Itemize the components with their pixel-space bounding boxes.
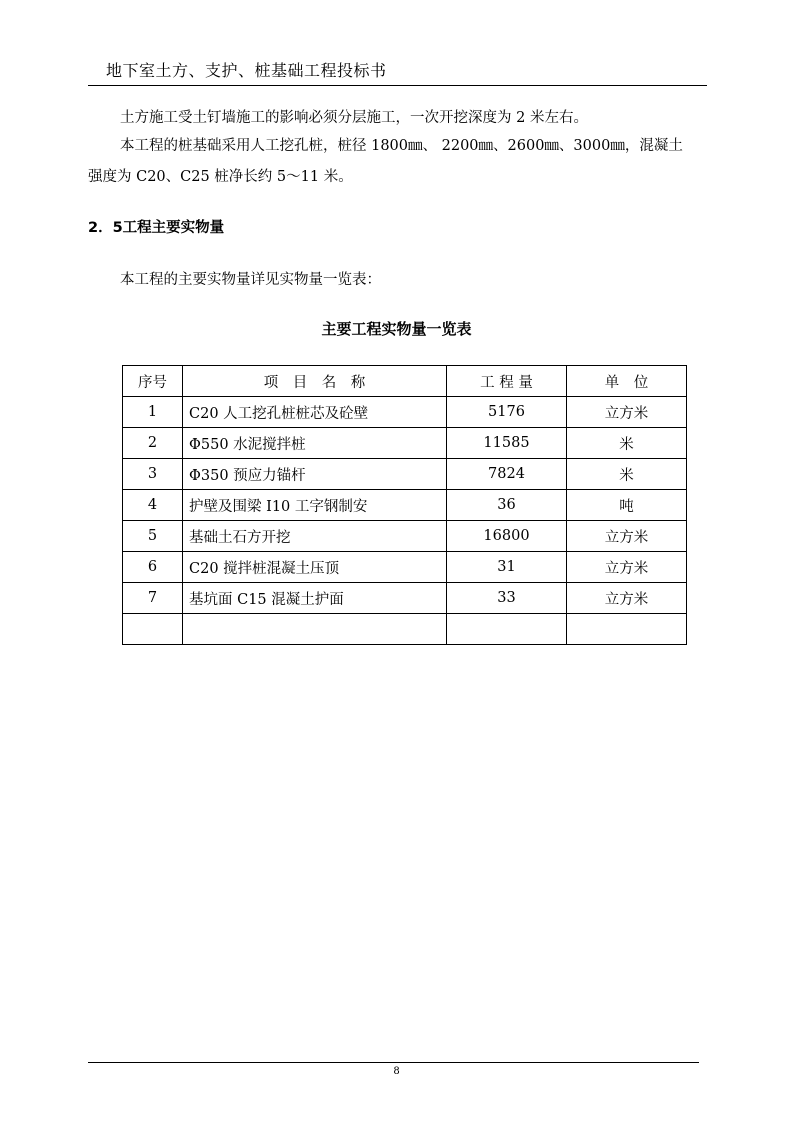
table-title: 主要工程实物量一览表 — [321, 320, 472, 338]
cell-no: 2 — [123, 428, 183, 459]
cell-no: 5 — [123, 521, 183, 552]
cell-quantity: 7824 — [447, 459, 567, 490]
cell-no: 6 — [123, 552, 183, 583]
paragraph-quantity-intro: 本工程的主要实物量详见实物量一览表： — [120, 272, 381, 288]
table-row — [123, 521, 687, 552]
table-row-empty — [123, 614, 687, 645]
table-row — [123, 552, 687, 583]
cell-unit — [567, 614, 687, 645]
cell-quantity — [447, 614, 567, 645]
paragraph-pile-foundation-line1: 本工程的桩基础采用人工挖孔桩，桩径 1800㎜、 2200㎜、2600㎜、3000㎜，混凝土 — [120, 138, 683, 154]
paragraph-pile-foundation-line2: 强度为 C20、C25 桩净长约 5～11 米。 — [88, 169, 353, 185]
header-name: 项 目 名 称 — [183, 366, 447, 397]
cell-quantity: 33 — [447, 583, 567, 614]
paragraph-excavation: 土方施工受土钉墙施工的影响必须分层施工，一次开挖深度为 2 米左右。 — [120, 110, 588, 126]
header-rule — [88, 85, 707, 86]
header-quantity: 工 程 量 — [447, 366, 567, 397]
table-header-row — [123, 366, 687, 397]
cell-name: C20 人工挖孔桩桩芯及砼壁 — [183, 397, 447, 428]
cell-unit: 立方米 — [567, 552, 687, 583]
table-row — [123, 583, 687, 614]
cell-quantity: 36 — [447, 490, 567, 521]
cell-quantity: 31 — [447, 552, 567, 583]
cell-name: Φ550 水泥搅拌桩 — [183, 428, 447, 459]
header-title: 地下室土方、支护、桩基础工程投标书 — [106, 61, 387, 80]
quantity-table — [122, 365, 687, 645]
cell-name: 护壁及围梁 I10 工字钢制安 — [183, 490, 447, 521]
cell-name: Φ350 预应力锚杆 — [183, 459, 447, 490]
cell-name: 基础土石方开挖 — [183, 521, 447, 552]
section-heading: 2．5工程主要实物量 — [88, 220, 225, 236]
table-row — [123, 490, 687, 521]
table-row — [123, 428, 687, 459]
cell-no: 4 — [123, 490, 183, 521]
header-no: 序号 — [123, 366, 183, 397]
cell-no: 7 — [123, 583, 183, 614]
cell-no — [123, 614, 183, 645]
header-unit: 单 位 — [567, 366, 687, 397]
cell-quantity: 5176 — [447, 397, 567, 428]
cell-quantity: 11585 — [447, 428, 567, 459]
cell-unit: 立方米 — [567, 521, 687, 552]
cell-unit: 立方米 — [567, 583, 687, 614]
cell-name — [183, 614, 447, 645]
cell-name: C20 搅拌桩混凝土压顶 — [183, 552, 447, 583]
cell-unit: 米 — [567, 428, 687, 459]
cell-unit: 米 — [567, 459, 687, 490]
cell-no: 3 — [123, 459, 183, 490]
cell-quantity: 16800 — [447, 521, 567, 552]
cell-name: 基坑面 C15 混凝土护面 — [183, 583, 447, 614]
footer-rule — [88, 1062, 699, 1063]
page-number: 8 — [393, 1066, 400, 1077]
cell-unit: 吨 — [567, 490, 687, 521]
cell-unit: 立方米 — [567, 397, 687, 428]
table-row — [123, 459, 687, 490]
cell-no: 1 — [123, 397, 183, 428]
table-row — [123, 397, 687, 428]
